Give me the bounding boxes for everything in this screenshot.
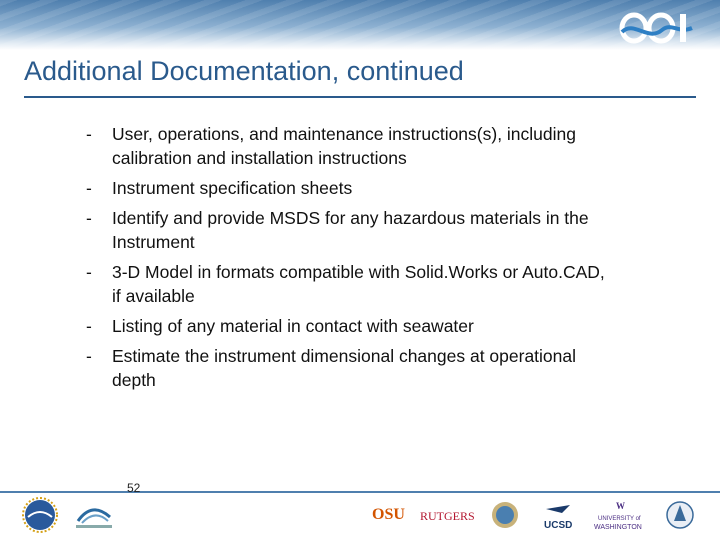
bullet-line: Listing of any material in contact with seawater <box>112 316 474 336</box>
bullet-line: Instrument <box>112 232 195 252</box>
bullet-line: Estimate the instrument dimensional changes at operational <box>112 346 577 366</box>
bullet-item <box>86 344 686 392</box>
bullet-list <box>86 122 686 398</box>
bullet-line: Identify and provide MSDS for any hazardous materials in the <box>112 208 589 228</box>
bullet-line: if available <box>112 286 195 306</box>
consortium-logo-icon <box>76 510 112 528</box>
seal-logo-icon <box>492 502 518 528</box>
osu-logo-text: OSU <box>372 506 405 523</box>
uw-logo-icon <box>594 501 642 531</box>
bullet-item <box>86 314 686 338</box>
page-number: 52 <box>127 481 141 495</box>
ucsd-logo-icon <box>544 505 572 531</box>
bullet-item <box>86 176 686 200</box>
footer-rule <box>0 491 720 493</box>
header-band <box>0 0 720 50</box>
whoi-logo-icon <box>667 502 693 528</box>
title-rule <box>24 96 696 98</box>
bullet-line: calibration and installation instructions <box>112 148 407 168</box>
bullet-marker: - <box>86 124 92 144</box>
bullet-marker: - <box>86 208 92 228</box>
nsf-logo-icon <box>23 498 57 532</box>
bullet-item <box>86 260 686 308</box>
bullet-line: Instrument specification sheets <box>112 178 353 198</box>
footer-logos <box>0 495 720 535</box>
bullet-marker: - <box>86 262 92 282</box>
uw-logo-text-bottom: WASHINGTON <box>594 524 642 531</box>
rutgers-logo-text: RUTGERS <box>420 509 475 523</box>
svg-text:W: W <box>616 501 625 511</box>
uw-logo-text-top: UNIVERSITY of <box>598 516 641 522</box>
bullet-marker: - <box>86 178 92 198</box>
osu-logo-icon <box>372 506 405 523</box>
bullet-line: 3-D Model in formats compatible with Solid.Works or Auto.CAD, <box>112 262 605 282</box>
bullet-item <box>86 122 686 170</box>
bullet-marker: - <box>86 316 92 336</box>
rutgers-logo-icon <box>420 509 475 523</box>
slide-title: Additional Documentation, continued <box>24 56 464 86</box>
bullet-marker: - <box>86 346 92 366</box>
ooi-logo-icon <box>618 8 696 48</box>
bullet-item <box>86 206 686 254</box>
ucsd-logo-text: UCSD <box>544 520 573 531</box>
bullet-line: User, operations, and maintenance instructions(s), including <box>112 124 576 144</box>
bullet-line: depth <box>112 370 156 390</box>
